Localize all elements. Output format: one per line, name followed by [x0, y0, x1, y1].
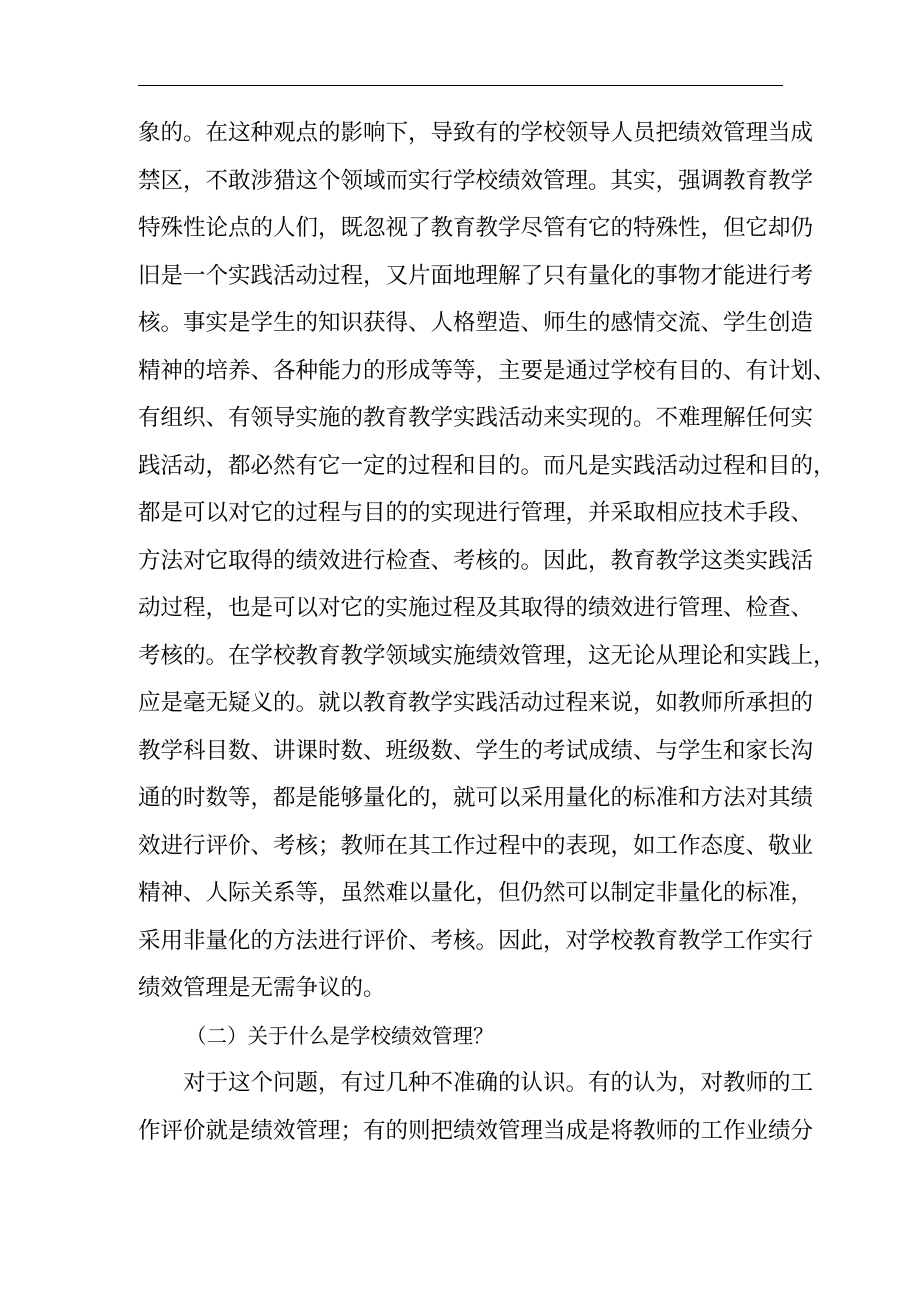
text-line: 象的。在这种观点的影响下，导致有的学校领导人员把绩效管理当成	[138, 120, 814, 146]
text-line: 都是可以对它的过程与目的的实现进行管理，并采取相应技术手段、	[138, 500, 814, 526]
text-line: 动过程，也是可以对它的实施过程及其取得的绩效进行管理、检查、	[138, 595, 814, 621]
text-line: 通的时数等，都是能够量化的，就可以采用量化的标准和方法对其绩	[138, 785, 814, 811]
text-line: 应是毫无疑义的。就以教育教学实践活动过程来说，如教师所承担的	[138, 690, 814, 716]
text-line: 特殊性论点的人们，既忽视了教育教学尽管有它的特殊性，但它却仍	[138, 215, 814, 241]
section-heading: （二）关于什么是学校绩效管理？	[186, 1023, 494, 1048]
text-line: 践活动，都必然有它一定的过程和目的。而凡是实践活动过程和目的，	[138, 452, 836, 479]
text-line: 禁区，不敢涉猎这个领域而实行学校绩效管理。其实，强调教育教学	[138, 167, 814, 194]
paragraph-2	[138, 1060, 814, 1155]
text-line: 精神的培养、各种能力的形成等等，主要是通过学校有目的、有计划、	[138, 357, 836, 384]
text-line: 教学科目数、讲课时数、班级数、学生的考试成绩、与学生和家长沟	[138, 737, 814, 764]
text-line: 考核的。在学校教育教学领域实施绩效管理，这无论从理论和实践上，	[138, 642, 836, 669]
paragraph-1	[138, 110, 836, 1013]
text-line: 方法对它取得的绩效进行检查、考核的。因此，教育教学这类实践活	[138, 547, 814, 574]
text-line: 有组织、有领导实施的教育教学实践活动来实现的。不难理解任何实	[138, 405, 814, 431]
text-line: 精神、人际关系等，虽然难以量化，但仍然可以制定非量化的标准，	[138, 880, 814, 906]
body-text	[138, 110, 836, 1155]
text-line: 对于这个问题，有过几种不准确的认识。有的认为，对教师的工	[183, 1070, 814, 1096]
text-line: 核。事实是学生的知识获得、人格塑造、师生的感情交流、学生创造	[138, 310, 814, 336]
header-rule	[138, 85, 783, 86]
text-line: 作评价就是绩效管理；有的则把绩效管理当成是将教师的工作业绩分	[138, 1117, 814, 1144]
text-line: 旧是一个实践活动过程，又片面地理解了只有量化的事物才能进行考	[138, 262, 814, 289]
text-line: 效进行评价、考核；教师在其工作过程中的表现，如工作态度、敬业	[138, 832, 814, 859]
text-line: 绩效管理是无需争议的。	[138, 975, 386, 1001]
text-line: 采用非量化的方法进行评价、考核。因此，对学校教育教学工作实行	[138, 927, 814, 954]
